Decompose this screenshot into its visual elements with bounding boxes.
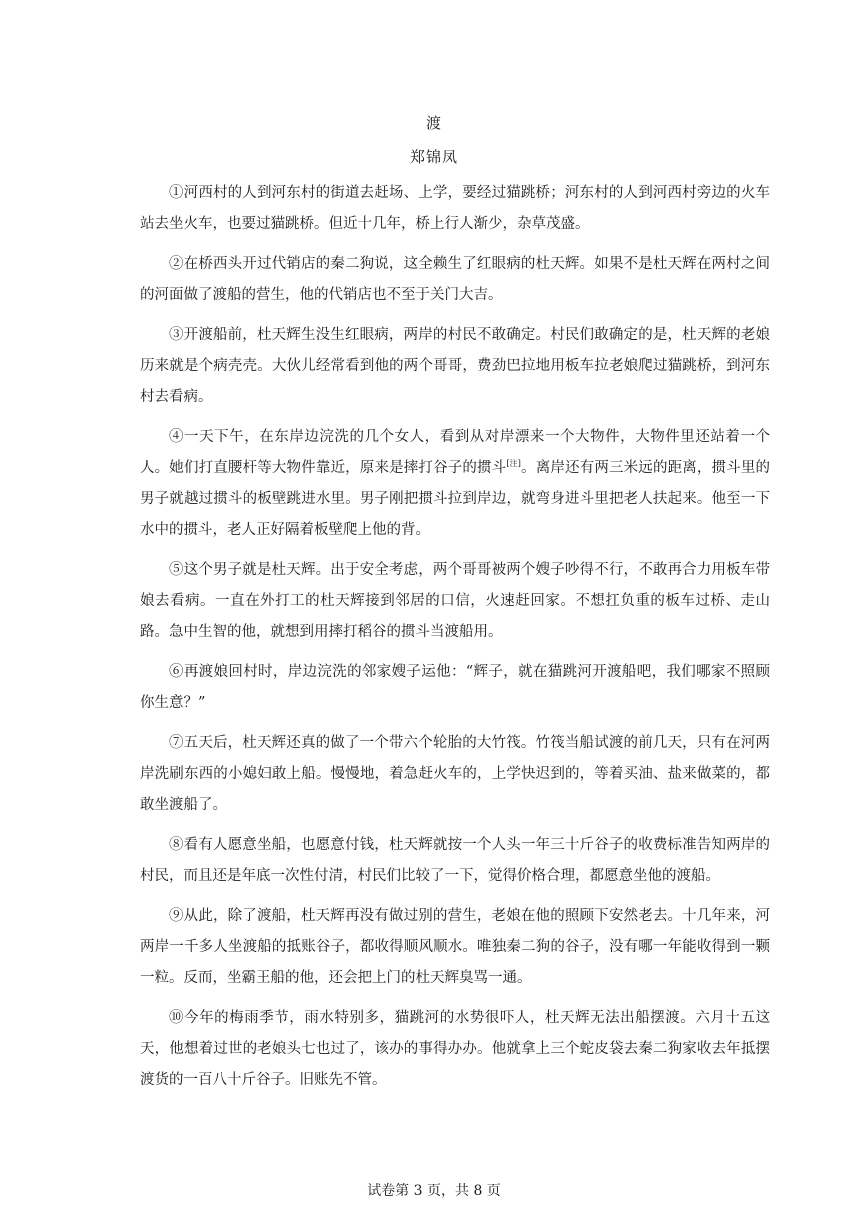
page-footer: 试卷第 3 页，共 8 页	[367, 1183, 501, 1199]
article-title: 渡	[425, 114, 442, 132]
paragraph-5: ⑤这个男子就是杜天辉。出于安全考虑，两个哥哥被两个嫂子吵得不行，不敢再合力用板车带娘去看病。一直在外打工的杜天辉接到邻居的口信，火速赶回家。不想扛负重的板车过桥、走山路。急中生智的他，就想到用摔打稻谷的掼斗当渡船用。	[140, 562, 770, 640]
paragraph-9: ⑨从此，除了渡船，杜天辉再没有做过别的营生，老娘在他的照顾下安然老去。十几年来，河两岸一千多人坐渡船的抵账谷子，都收得顺风顺水。唯独秦二狗的谷子，没有哪一年能收得到一颗一粒。反而，坐霸王船的他，还会把上门的杜天辉臭骂一通。	[140, 908, 770, 986]
article-author: 郑锦凤	[409, 148, 458, 166]
paragraph-7: ⑦五天后，杜天辉还真的做了一个带六个轮胎的大竹筏。竹筏当船试渡的前几天，只有在河两岸洗刷东西的小媳妇敢上船。慢慢地，着急赶火车的，上学快迟到的，等着买油、盐来做菜的，都敢坐渡船了。	[140, 735, 770, 813]
paragraph-6: ⑥再渡娘回村时，岸边浣洗的邻家嫂子运他：“辉子，就在猫跳河开渡船吧，我们哪家不照顾你生意？”	[140, 664, 770, 711]
article-body	[140, 178, 770, 1105]
paragraph-4-text-a: ④一天下午，在东岸边浣洗的几个女人，看到从对岸漂来一个大物件，大物件里还站着一个人。她们打直腰杆等大物件靠近，原来是摔打谷子的掼斗	[140, 429, 770, 476]
paragraph-8: ⑧看有人愿意坐船，也愿意付钱，杜天辉就按一个人头一年三十斤谷子的收费标准告知两岸的村民，而且还是年底一次性付清，村民们比较了一下，觉得价格合理，都愿意坐他的渡船。	[140, 837, 770, 884]
paragraph-10: ⑩今年的梅雨季节，雨水特别多，猫跳河的水势很吓人，杜天辉无法出船摆渡。六月十五这天，他想着过世的老娘头七也过了，该办的事得办办。他就拿上三个蛇皮袋去秦二狗家收去年抵摆渡货的一百八十斤谷子。旧账先不管。	[140, 1010, 770, 1088]
annotation-marker: [注]	[506, 459, 521, 469]
paragraph-3: ③开渡船前，杜天辉生没生红眼病，两岸的村民不敢确定。村民们敢确定的是，杜天辉的老娘历来就是个病壳壳。大伙儿经常看到他的两个哥哥，费劲巴拉地用板车拉老娘爬过猫跳桥，到河东村去看病。	[140, 327, 770, 405]
paragraph-1: ①河西村的人到河东村的街道去赶场、上学，要经过猫跳桥；河东村的人到河西村旁边的火车站去坐火车，也要过猫跳桥。但近十几年，桥上行人渐少，杂草茂盛。	[140, 185, 770, 232]
paragraph-4	[140, 422, 770, 546]
paragraph-4-text-b: 。离岸还有两三米远的距离，掼斗里的男子就越过掼斗的板壁跳进水里。男子刚把掼斗拉到岸边，就弯身进斗里把老人扶起来。他至一下水中的掼斗，老人正好隔着板壁爬上他的背。	[140, 460, 771, 538]
paragraph-2: ②在桥西头开过代销店的秦二狗说，这全赖生了红眼病的杜天辉。如果不是杜天辉在两村之间的河面做了渡船的营生，他的代销店也不至于关门大吉。	[140, 256, 770, 303]
